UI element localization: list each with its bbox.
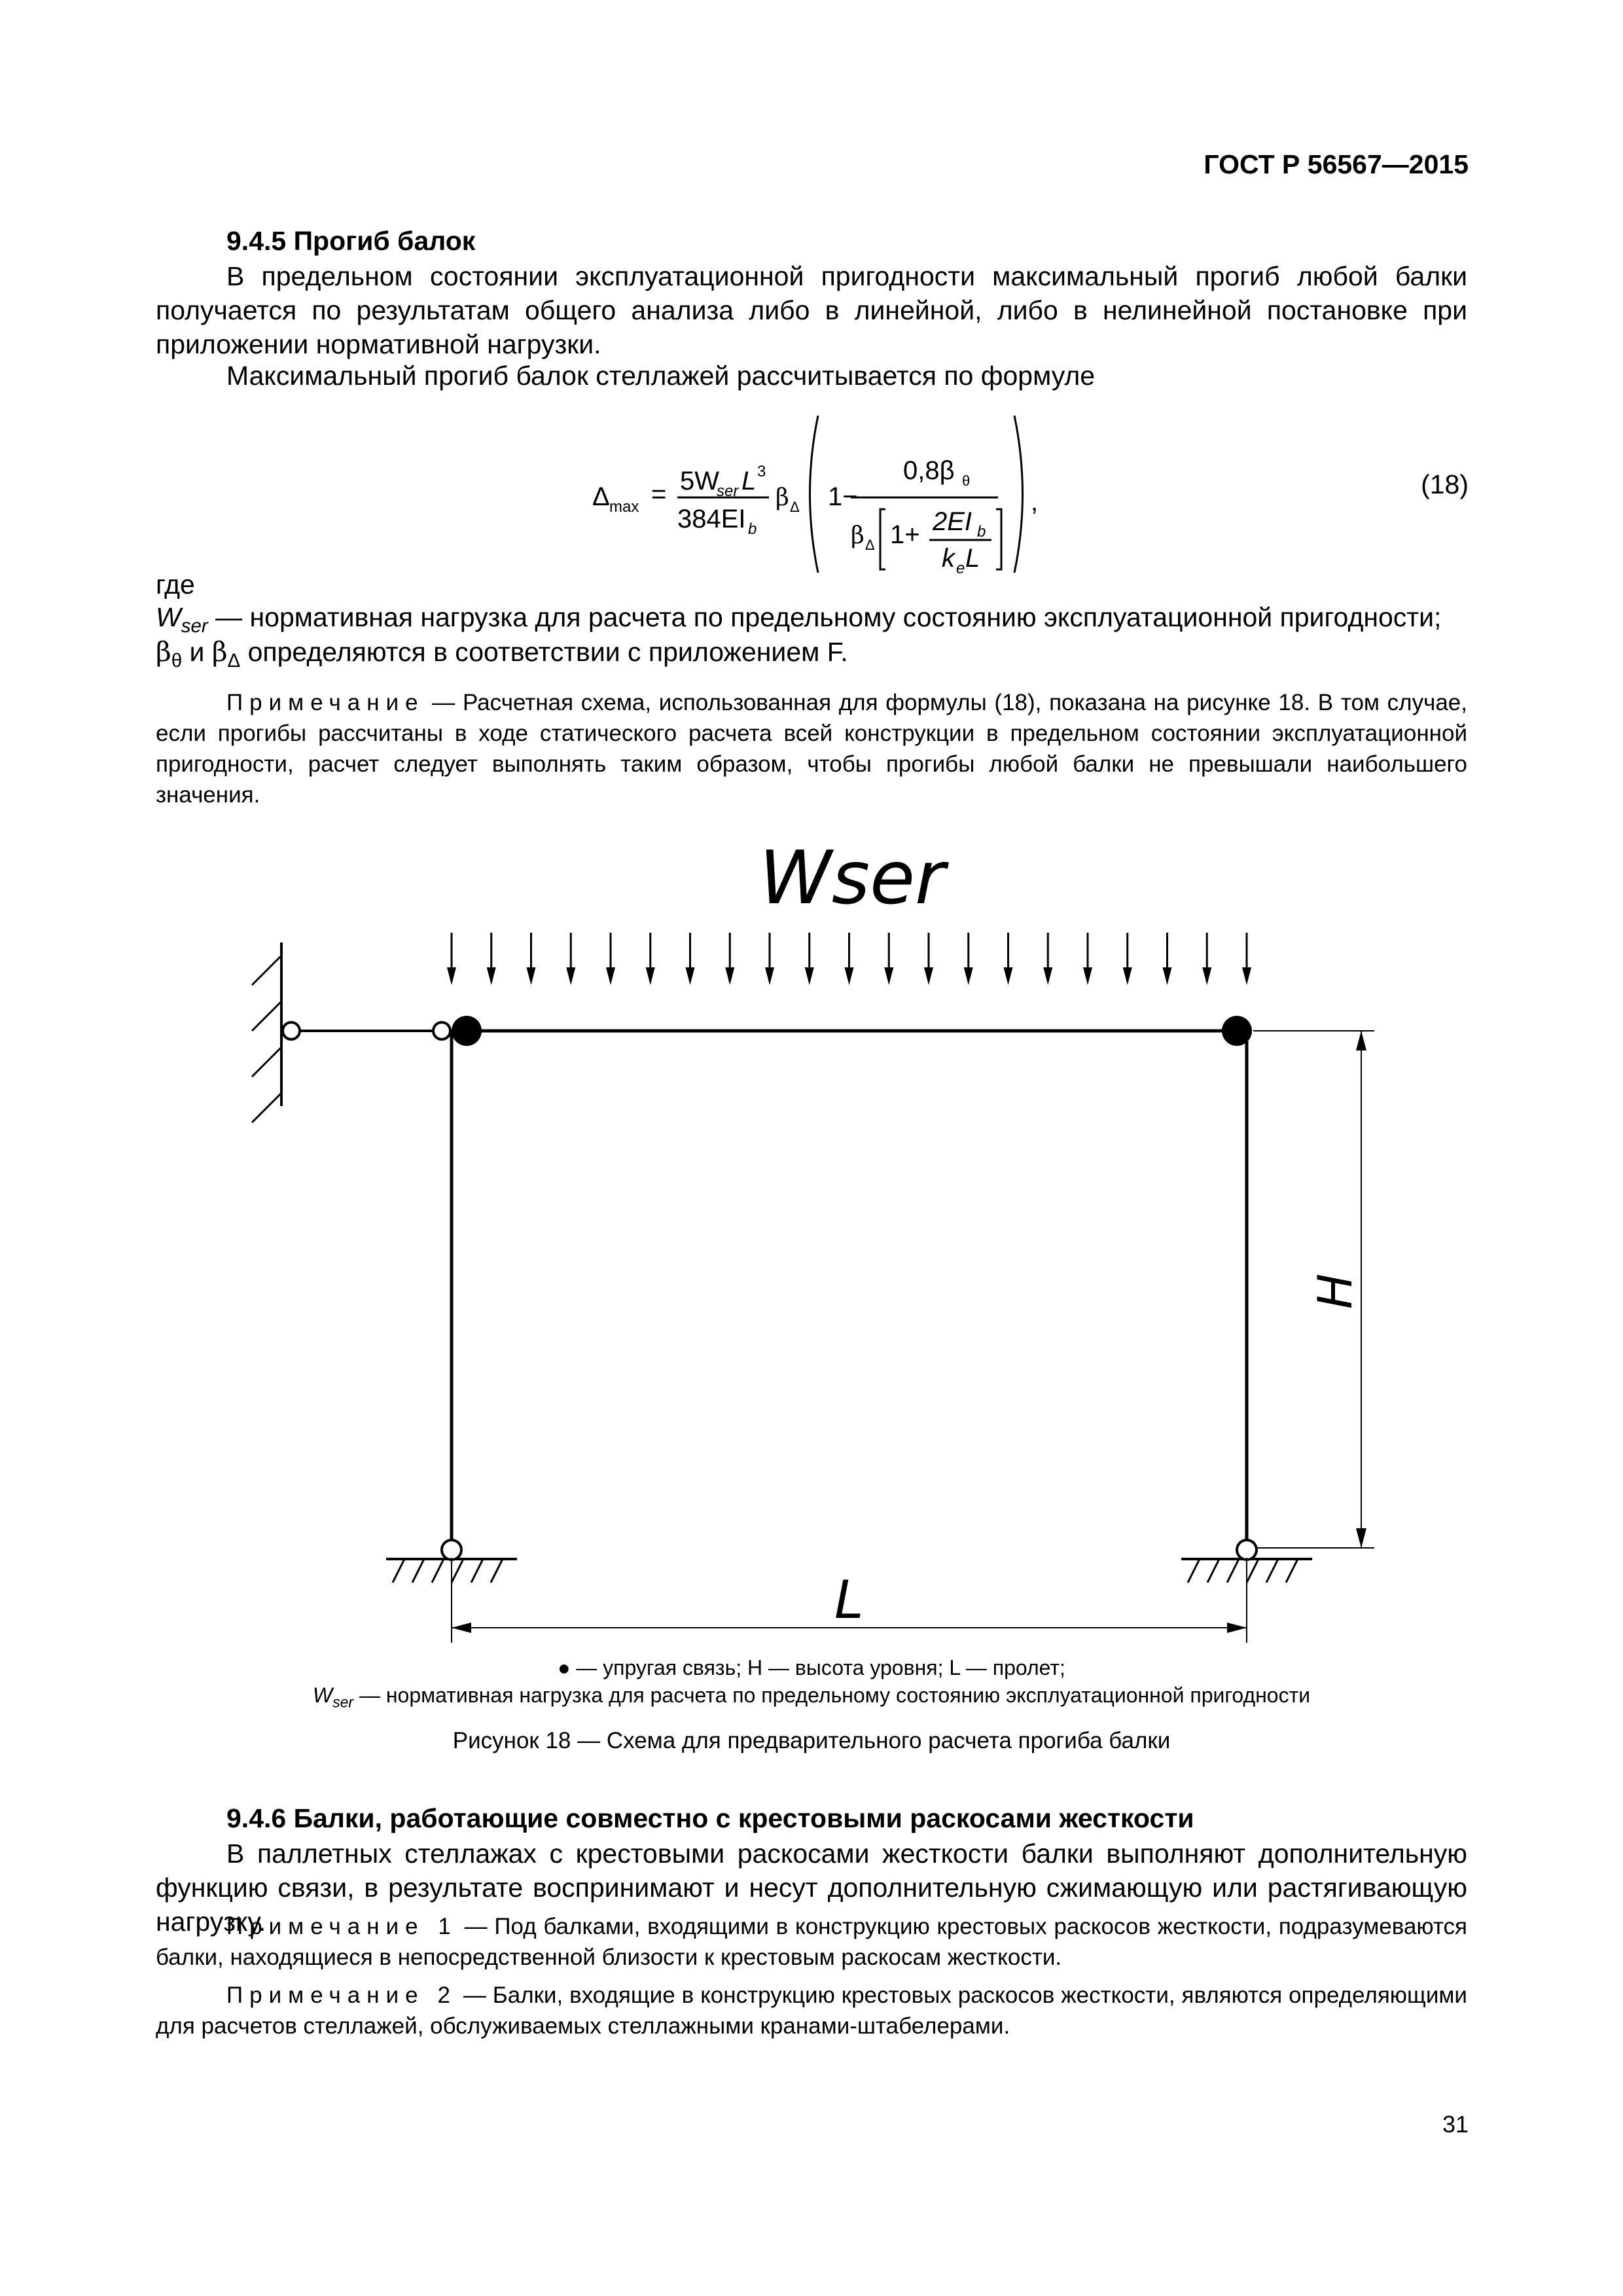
def-wser-symbol: W [156,602,181,632]
formula-18 [592,406,1050,583]
formula-num-exp: 3 [757,463,766,480]
note2-label: Примечание 2 [226,1982,457,2008]
def-wser-text: — нормативная нагрузка для расчета по предельному состоянию эксплуатационной пригодности; [207,602,1442,632]
height-label: H [1308,1273,1363,1309]
load-arrow-head [1004,967,1013,985]
load-arrow-head [1202,967,1211,985]
formula-inner-beta-sub: Δ [865,537,875,553]
formula-frac2-num: 2EI [933,507,972,536]
load-arrow-head [1163,967,1172,985]
def-and: и [182,637,212,667]
load-arrow-head [725,967,734,985]
paragraph-cross-bracing: В паллетных стеллажах с крестовыми раскосами жесткости балки выполняют дополнительную функцию связи, в результате воспринимают и несут дополнительную сжимающую или растягивающую нагрузку. [156,1839,1467,1937]
base-pin-left [442,1540,461,1560]
load-arrow-head [1043,967,1052,985]
wall-pin-joint [283,1022,300,1039]
page-number: 31 [1442,2111,1469,2138]
figure-legend-line2 [0,1683,1623,1711]
load-arrow-head [566,967,575,985]
formula-den-sub: b [748,520,757,538]
def-beta-theta-sub: θ [171,650,183,672]
note2-text: — Балки, входящие в конструкцию крестовых раскосов жесткости, являются определяющими для расчетов стеллажей, обслуживаемых стеллажными кранами-штабелерами. [156,1982,1467,2039]
equation-number: (18) [1421,469,1469,499]
formula-beta-sub: Δ [790,499,800,515]
load-arrow-head [884,967,893,985]
note1-text: — Под балками, входящими в конструкцию крестовых раскосов жесткости, подразумеваются балки, находящиеся в непосредственной близости к крестовым раскосам жесткости. [156,1914,1467,1970]
formula-frac2-den-sub: e [956,560,965,577]
section-title-945: 9.4.5 Прогиб балок [226,226,476,256]
note1-label: Примечание 1 [226,1914,457,1939]
formula-equals: = [651,480,667,509]
load-arrow-head [606,967,615,985]
section-title-946: 9.4.6 Балки, работающие совместно с крестовыми раскосами жесткости [226,1803,1194,1833]
formula-frac2-den-k: k [942,544,955,573]
def-beta-theta: β [156,636,171,668]
formula-num-L: L [741,467,757,495]
load-arrow-head [487,967,496,985]
definition-betas [156,636,848,672]
note-label: Примечание [226,690,425,715]
load-arrow-head [845,967,854,985]
load-arrow-head [924,967,933,985]
formula-num: 5W [680,467,719,495]
elastic-joint-left [452,1016,482,1046]
load-arrow-head [805,967,814,985]
note-2 [156,1980,1467,2041]
base-pin-right [1237,1540,1257,1560]
legend-w-symbol: W [312,1683,333,1707]
definition-wser [156,602,1467,637]
formula-inner-num: 0,8β [903,456,955,485]
formula-frac2-den-L: L [965,544,980,573]
formula-comma: , [1031,488,1039,516]
def-beta-delta: β [211,636,228,668]
formula-frac2-num-sub: b [977,523,986,541]
load-arrow-head [1083,967,1092,985]
load-arrow-head [447,967,456,985]
document-number: ГОСТ Р 56567—2015 [1204,149,1469,179]
load-arrow-head [765,967,774,985]
note-text: — Расчетная схема, использованная для формулы (18), показана на рисунке 18. В том случае, если прогибы рассчитаны в ходе статического расчета всей конструкции в предельном состоянии эксплуатационной пригодности, расчет следует выполнять таким образом, чтобы прогибы любой балки не превышали наибольшего значения. [156,690,1467,808]
def-beta-delta-sub: Δ [227,650,241,672]
load-arrow-head [646,967,655,985]
formula-num-sub: ser [717,482,739,500]
load-arrow-head [964,967,973,985]
span-label: L [834,1570,864,1630]
figure-caption: Рисунок 18 — Схема для предварительного расчета прогиба балки [452,1728,1171,1753]
legend-w-text: — нормативная нагрузка для расчета по предельному состоянию эксплуатационной пригодности [353,1683,1311,1707]
load-arrow-head [686,967,695,985]
where-label: где [156,569,195,600]
elastic-joint-right [1222,1016,1252,1046]
load-arrow-head [1123,967,1132,985]
formula-delta-sub: max [609,498,639,516]
load-arrow-head [527,967,536,985]
load-arrow-head [1242,967,1251,985]
def-wser-sub: ser [181,615,208,637]
figure-18-frame-diagram [0,785,1623,1649]
formula-one-minus: 1− [828,482,858,511]
formula-inner-num-sub: θ [962,473,971,489]
formula-beta: β [776,484,789,511]
load-label-wser: Wser [759,836,946,921]
figure-legend-line1: ● — упругая связь; H — высота уровня; L — пролет; [558,1656,1065,1679]
paragraph-formula-intro: Максимальный прогиб балок стеллажей рассчитывается по формуле [226,361,1096,391]
pin-joint-left [433,1022,450,1039]
legend-w-sub: ser [332,1693,354,1711]
def-betas-text: определяются в соответствии с приложением F. [240,637,848,667]
formula-delta: Δ [592,482,610,511]
note-1 [156,1911,1467,1973]
formula-den: 384EI [677,505,746,533]
formula-one-plus: 1+ [890,520,920,549]
paragraph-deflection-intro: В предельном состоянии эксплуатационной пригодности максимальный прогиб любой балки получается по результатам общего анализа либо в линейной, либо в нелинейной постановке при приложении нормативной нагрузки. [156,261,1467,359]
formula-inner-beta: β [851,522,865,549]
